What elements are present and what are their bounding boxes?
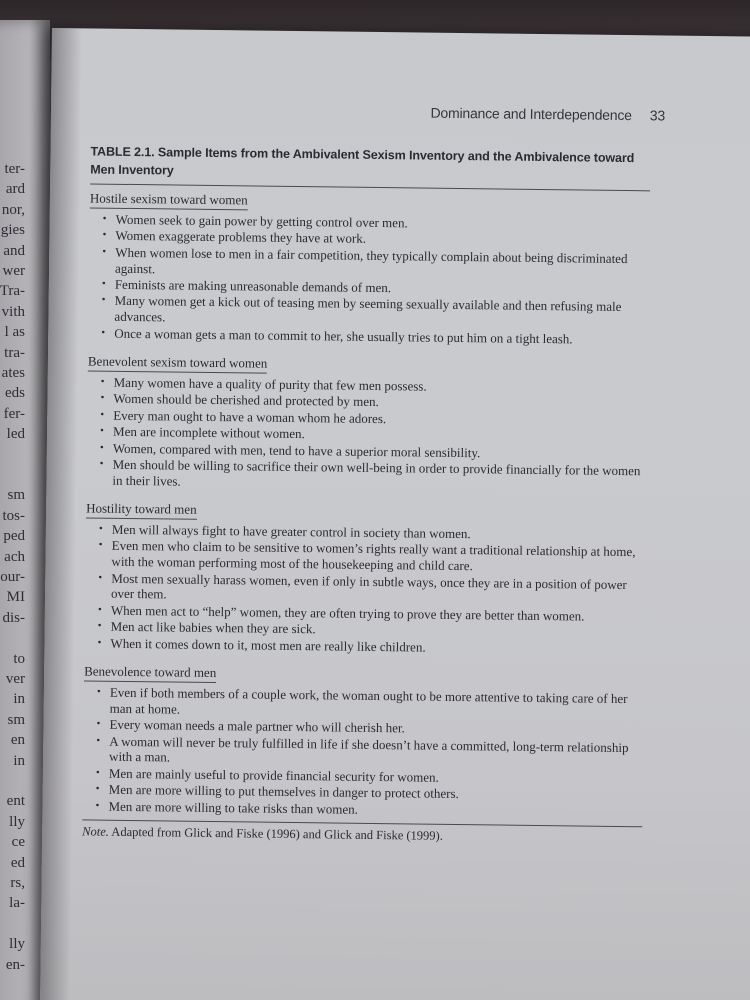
item-text: Many women get a kick out of teasing men by seeming sexually available and then refusing male advances. bbox=[114, 293, 622, 325]
facing-page-fragment: dis- bbox=[2, 609, 25, 626]
bullet-icon: • bbox=[97, 603, 102, 616]
item-text: Many women have a quality of purity that few men possess. bbox=[113, 374, 427, 394]
bullet-icon: • bbox=[102, 245, 107, 258]
item-text: Women should be cherished and protected by men. bbox=[113, 391, 379, 410]
bullet-icon: • bbox=[101, 326, 106, 339]
section-heading: Hostility toward men bbox=[86, 501, 197, 520]
bullet-icon: • bbox=[98, 539, 103, 552]
facing-page-fragment: ed bbox=[10, 854, 25, 871]
item-text: Most men sexually harass women, even if only in subtle ways, once they are in a position of power over them. bbox=[111, 570, 627, 602]
facing-page-fragment: sm bbox=[7, 487, 25, 504]
table-sections bbox=[82, 188, 650, 820]
table-section bbox=[82, 651, 644, 820]
item-text: Women, compared with men, tend to have a superior moral sensibility. bbox=[112, 440, 481, 460]
bullet-icon: • bbox=[98, 522, 103, 535]
facing-page-fragment: ach bbox=[4, 548, 25, 565]
bullet-icon: • bbox=[95, 799, 100, 812]
table-block bbox=[82, 142, 650, 846]
facing-page-fragment: tos- bbox=[2, 507, 25, 524]
facing-page-fragment: and bbox=[3, 242, 25, 259]
facing-page-fragment: in bbox=[13, 752, 25, 769]
item-text: Men are incomplete without women. bbox=[112, 423, 305, 442]
item-text: Men should be willing to sacrifice their own well-being in order to provide financially for the women in their lives. bbox=[112, 456, 641, 489]
facing-page-fragment: wer bbox=[2, 263, 25, 279]
facing-page-fragment: our- bbox=[0, 569, 25, 585]
item-text: Men will always fight to have greater control in society than women. bbox=[111, 521, 471, 542]
book-page bbox=[40, 28, 750, 1000]
facing-page-fragment: ard bbox=[5, 181, 25, 198]
table-caption: TABLE 2.1. Sample Items from the Ambivalent Sexism Inventory and the Ambivalence toward Men Inventory bbox=[90, 142, 650, 191]
note-label: Note. bbox=[82, 824, 110, 840]
facing-page-fragment: l as bbox=[4, 324, 25, 341]
bullet-icon: • bbox=[100, 391, 105, 404]
item-text: Men are mainly useful to provide financial security for women. bbox=[108, 765, 439, 785]
facing-page-fragment: tra- bbox=[4, 344, 25, 361]
bullet-icon: • bbox=[96, 717, 101, 730]
item-text: When women lose to men in a fair competition, they typically complain about being discriminated against. bbox=[114, 244, 628, 276]
item-list bbox=[84, 522, 646, 658]
table-section bbox=[86, 341, 648, 494]
facing-page-fragment: Tra- bbox=[0, 283, 25, 300]
bullet-icon: • bbox=[97, 636, 102, 649]
bullet-icon: • bbox=[100, 424, 105, 437]
table-note bbox=[82, 824, 642, 847]
item-text: Every man ought to have a woman whom he adores. bbox=[113, 407, 387, 426]
bullet-icon: • bbox=[99, 457, 104, 470]
bullet-icon: • bbox=[100, 408, 105, 421]
item-text: When it comes down to it, most men are really like children. bbox=[110, 635, 426, 655]
bullet-icon: • bbox=[98, 571, 103, 584]
section-heading: Benevolent sexism toward women bbox=[88, 353, 268, 373]
bullet-icon: • bbox=[96, 734, 101, 747]
item-list bbox=[82, 684, 644, 820]
facing-page-fragment: in bbox=[13, 691, 25, 708]
item-text: Even men who claim to be sensitive to women’s rights really want a traditional relationship at home, with the woman performing most of the housekeeping and child care. bbox=[111, 538, 636, 574]
item-text: A woman will never be truly fulfilled in life if she doesn’t have a committed, long-term relationship with a man. bbox=[109, 733, 629, 765]
section-heading: Benevolence toward men bbox=[84, 663, 216, 683]
facing-page-fragment: nor, bbox=[1, 201, 25, 218]
facing-page-fragment: vith bbox=[1, 303, 25, 320]
bullet-icon: • bbox=[101, 293, 106, 307]
item-list bbox=[86, 374, 647, 494]
running-head bbox=[430, 105, 665, 124]
item-text: Even if both members of a couple work, the woman ought to be more attentive to taking care of her man at home. bbox=[109, 684, 628, 717]
bullet-icon: • bbox=[96, 685, 101, 698]
bullet-icon: • bbox=[95, 766, 100, 779]
bullet-icon: • bbox=[102, 212, 107, 225]
facing-page-fragment: ates bbox=[1, 365, 25, 381]
facing-page-fragment: ped bbox=[3, 528, 25, 545]
note-text: Adapted from Glick and Fiske (1996) and Glick and Fiske (1999). bbox=[111, 825, 443, 844]
facing-page-fragment: ter- bbox=[4, 161, 25, 177]
bullet-icon: • bbox=[97, 619, 102, 632]
facing-page-fragment: ent bbox=[6, 793, 25, 810]
facing-page-fragment: eds bbox=[5, 385, 25, 402]
facing-page-fragment: lly bbox=[9, 936, 25, 953]
item-text: Once a woman gets a man to commit to her, she usually tries to put him on a tight leash. bbox=[114, 325, 573, 346]
item-text: Every woman needs a male partner who will cherish her. bbox=[109, 716, 405, 736]
item-text: Feminists are making unreasonable demands of men. bbox=[114, 276, 392, 296]
facing-page-fragment: lly bbox=[9, 813, 25, 830]
running-head-title: Dominance and Interdependence bbox=[430, 104, 632, 124]
facing-page-fragment: rs, bbox=[10, 875, 25, 891]
page-number: 33 bbox=[649, 107, 666, 124]
list-item bbox=[99, 456, 646, 495]
item-text: Men act like babies when they are sick. bbox=[110, 618, 316, 637]
bullet-icon: • bbox=[102, 229, 107, 242]
item-text: When men act to “help” women, they are often trying to prove they are better than women. bbox=[110, 602, 585, 624]
facing-page-fragment: sm bbox=[7, 711, 25, 728]
facing-page-fragment: en- bbox=[5, 956, 25, 973]
facing-page-fragment: led bbox=[6, 426, 25, 443]
facing-page-fragment: ver bbox=[5, 671, 25, 687]
table-section bbox=[84, 489, 646, 658]
bullet-icon: • bbox=[100, 375, 105, 388]
facing-page-fragment: en bbox=[10, 732, 25, 749]
item-list bbox=[88, 211, 650, 347]
facing-page-fragment: to bbox=[13, 650, 25, 667]
item-text: Men are more willing to put themselves in danger to protect others. bbox=[108, 781, 459, 802]
facing-page-fragment: MI bbox=[6, 589, 25, 606]
facing-page-fragment: la- bbox=[9, 895, 25, 912]
bullet-icon: • bbox=[101, 277, 106, 290]
facing-page-fragment: fer- bbox=[3, 405, 25, 422]
item-text: Women seek to gain power by getting control over men. bbox=[115, 211, 408, 231]
item-text: Women exaggerate problems they have at work. bbox=[115, 228, 367, 247]
bullet-icon: • bbox=[99, 441, 104, 454]
facing-page-fragment: gies bbox=[0, 222, 25, 239]
bullet-icon: • bbox=[95, 782, 100, 795]
facing-page-fragment: ce bbox=[11, 834, 25, 851]
section-heading: Hostile sexism toward women bbox=[90, 190, 248, 210]
table-section bbox=[88, 188, 650, 347]
item-text: Men are more willing to take risks than women. bbox=[108, 798, 359, 817]
